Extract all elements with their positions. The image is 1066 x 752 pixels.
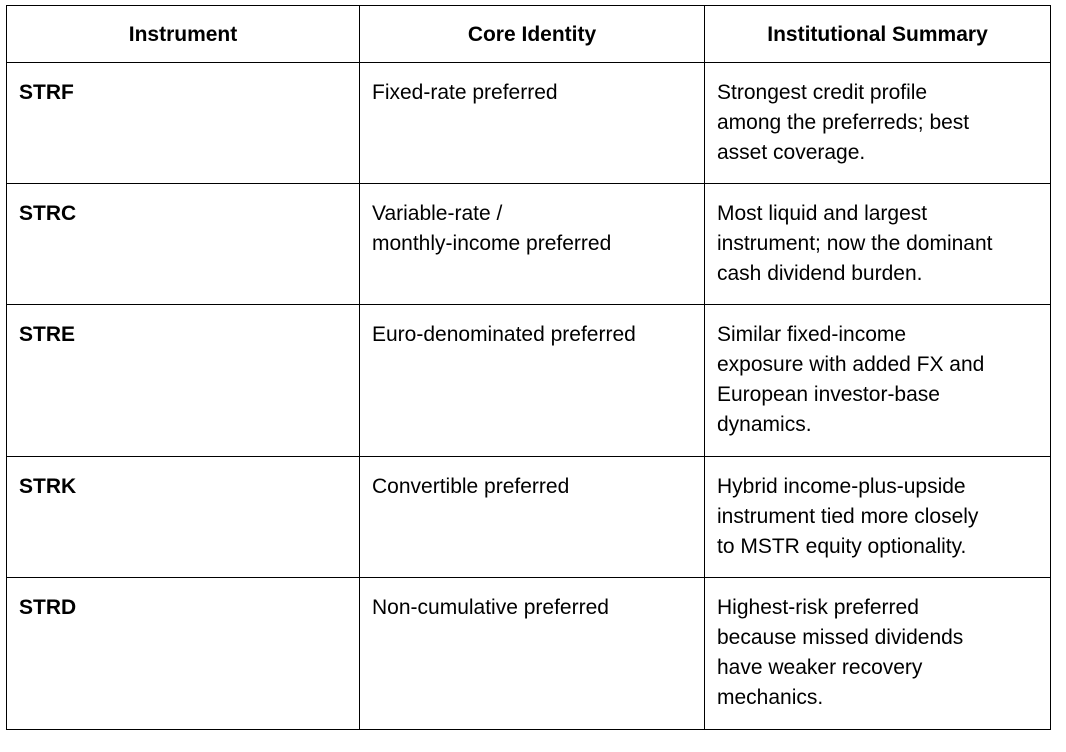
summary-text: Highest-risk preferred because missed dividends have weaker recovery mechanics. bbox=[717, 596, 964, 709]
core-identity-text: Euro-denominated preferred bbox=[372, 323, 636, 346]
core-identity-text: Fixed-rate preferred bbox=[372, 81, 558, 104]
core-identity-text: Non-cumulative preferred bbox=[372, 596, 609, 619]
summary-text: Most liquid and largest instrument; now the dominant cash dividend burden. bbox=[717, 202, 993, 285]
table-row bbox=[7, 63, 1051, 184]
summary-cell bbox=[705, 63, 1051, 184]
header-core-identity: Core Identity bbox=[360, 6, 705, 63]
instrument-name: STRE bbox=[19, 323, 76, 346]
instrument-name: STRF bbox=[19, 81, 74, 104]
instrument-cell bbox=[7, 457, 360, 578]
core-identity-cell bbox=[360, 305, 705, 457]
instrument-cell bbox=[7, 63, 360, 184]
table-header bbox=[7, 6, 1051, 63]
summary-cell bbox=[705, 578, 1051, 730]
summary-cell bbox=[705, 184, 1051, 305]
header-instrument: Instrument bbox=[7, 6, 360, 63]
core-identity-cell bbox=[360, 63, 705, 184]
summary-text: Strongest credit profile among the preferreds; best asset coverage. bbox=[717, 81, 970, 164]
table-row bbox=[7, 305, 1051, 457]
summary-text: Hybrid income-plus-upside instrument tied more closely to MSTR equity optionality. bbox=[717, 475, 979, 558]
table-row bbox=[7, 578, 1051, 730]
header-row bbox=[7, 6, 1051, 63]
core-identity-cell bbox=[360, 578, 705, 730]
core-identity-text: Variable-rate / monthly-income preferred bbox=[372, 202, 612, 255]
instrument-name: STRC bbox=[19, 202, 77, 225]
instrument-cell bbox=[7, 305, 360, 457]
instrument-name: STRK bbox=[19, 475, 77, 498]
summary-cell bbox=[705, 305, 1051, 457]
summary-cell bbox=[705, 457, 1051, 578]
instrument-cell bbox=[7, 184, 360, 305]
header-institutional-summary: Institutional Summary bbox=[705, 6, 1051, 63]
instrument-cell bbox=[7, 578, 360, 730]
instrument-name: STRD bbox=[19, 596, 77, 619]
core-identity-text: Convertible preferred bbox=[372, 475, 570, 498]
core-identity-cell bbox=[360, 184, 705, 305]
instrument-summary-table bbox=[6, 5, 1051, 730]
table-body bbox=[7, 63, 1051, 730]
table-row bbox=[7, 457, 1051, 578]
summary-text: Similar fixed-income exposure with added FX and European investor-base dynamics. bbox=[717, 323, 985, 436]
table-row bbox=[7, 184, 1051, 305]
core-identity-cell bbox=[360, 457, 705, 578]
